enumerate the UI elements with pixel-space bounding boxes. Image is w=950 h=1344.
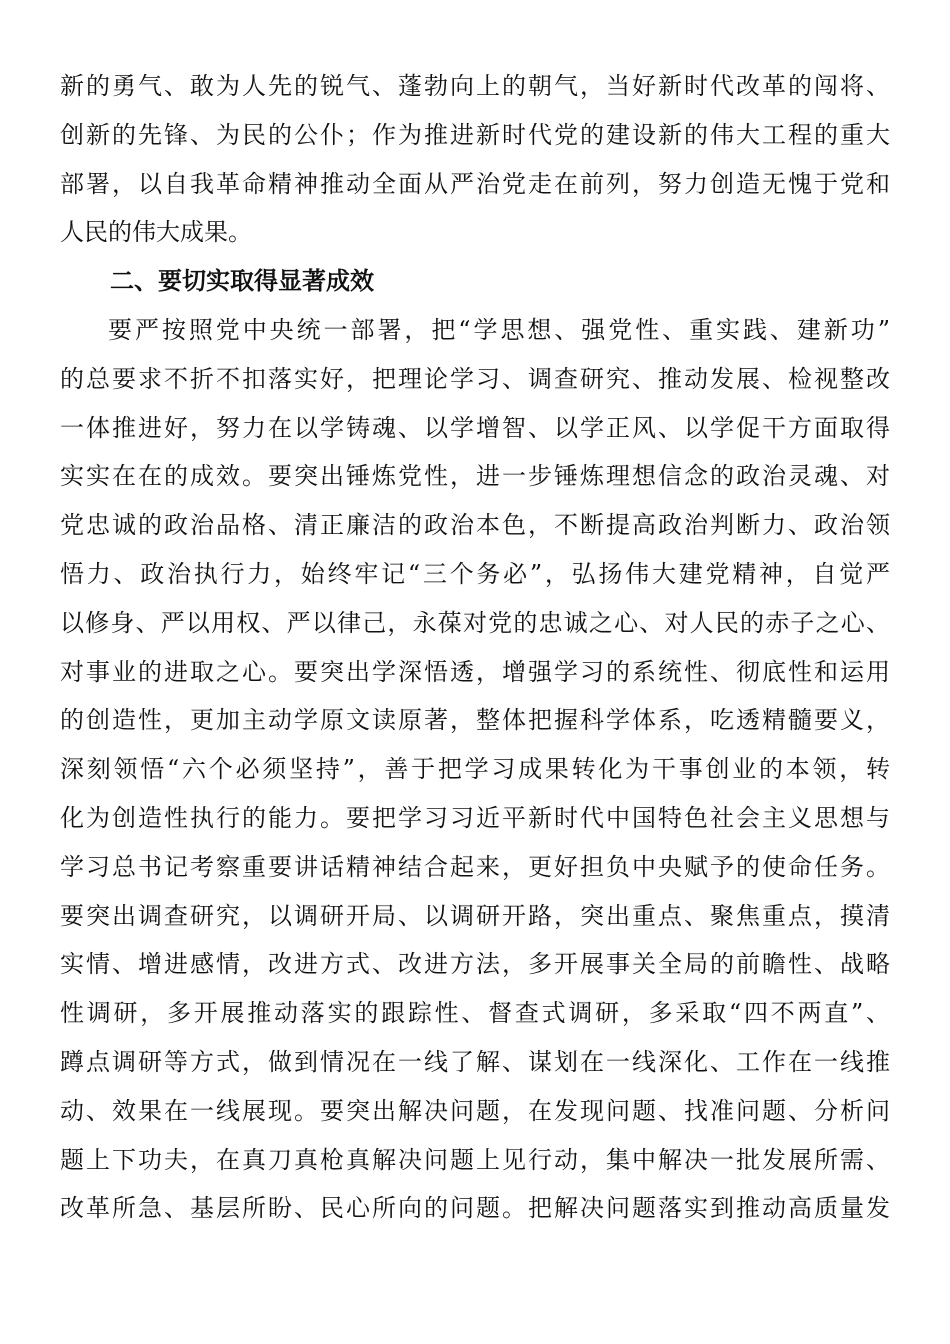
document-body <box>60 62 890 1233</box>
paragraph-2-line-19: 改革所急、基层所盼、民心所向的问题。把解决问题落实到推动高质量发 <box>60 1194 890 1223</box>
paragraph-2-line-10: 深刻领悟“六个必须坚持”，善于把学习成果转化为干事创业的本领，转 <box>60 755 890 784</box>
paragraph-1-line-1: 新的勇气、敢为人先的锐气、蓬勃向上的朝气，当好新时代改革的闯将、 <box>60 72 890 100</box>
paragraph-2-line-14: 实情、增进感情，改进方式、改进方法，多开展事关全局的前瞻性、战略 <box>60 950 890 979</box>
paragraph-2-line-2: 的总要求不折不扣落实好，把理论学习、调查研究、推动发展、检视整改 <box>60 364 890 393</box>
paragraph-2-line-13: 要突出调查研究，以调研开局、以调研开路，突出重点、聚焦重点，摸清 <box>60 901 890 930</box>
paragraph-2-line-7: 以修身、严以用权、严以律己，永葆对党的忠诚之心、对人民的赤子之心、 <box>60 608 890 637</box>
paragraph-1-line-2: 创新的先锋、为民的公仆；作为推进新时代党的建设新的伟大工程的重大 <box>60 120 890 149</box>
paragraph-1-line-3: 部署，以自我革命精神推动全面从严治党走在前列，努力创造无愧于党和 <box>60 169 890 198</box>
paragraph-2-line-18: 题上下功夫，在真刀真枪真解决问题上见行动，集中解决一批发展所需、 <box>60 1145 890 1174</box>
paragraph-2-line-9: 的创造性，更加主动学原文读原著，整体把握科学体系，吃透精髓要义， <box>60 706 890 735</box>
paragraph-2-line-6: 悟力、政治执行力，始终牢记“三个务必”，弘扬伟大建党精神，自觉严 <box>60 559 890 588</box>
paragraph-2-line-11: 化为创造性执行的能力。要把学习习近平新时代中国特色社会主义思想与 <box>60 803 890 832</box>
paragraph-2-line-3: 一体推进好，努力在以学铸魂、以学增智、以学正风、以学促干方面取得 <box>60 413 890 442</box>
paragraph-1-line-4: 人民的伟大成果。 <box>60 218 252 247</box>
paragraph-2-line-4: 实实在在的成效。要突出锤炼党性，进一步锤炼理想信念的政治灵魂、对 <box>60 462 890 491</box>
paragraph-2-line-1: 要严按照党中央统一部署，把“学思想、强党性、重实践、建新功” <box>108 315 890 344</box>
paragraph-2-line-17: 动、效果在一线展现。要突出解决问题，在发现问题、找准问题、分析问 <box>60 1096 890 1125</box>
paragraph-2-line-8: 对事业的进取之心。要突出学深悟透，增强学习的系统性、彻底性和运用 <box>60 657 890 686</box>
paragraph-2-line-12: 学习总书记考察重要讲话精神结合起来，更好担负中央赋予的使命任务。 <box>60 852 890 881</box>
paragraph-2-line-16: 蹲点调研等方式，做到情况在一线了解、谋划在一线深化、工作在一线推 <box>60 1047 890 1076</box>
paragraph-2-line-15: 性调研，多开展推动落实的跟踪性、督查式调研，多采取“四不两直”、 <box>60 999 890 1028</box>
section-heading: 二、要切实取得显著成效 <box>110 267 374 296</box>
paragraph-2-line-5: 党忠诚的政治品格、清正廉洁的政治本色，不断提高政治判断力、政治领 <box>60 511 890 540</box>
